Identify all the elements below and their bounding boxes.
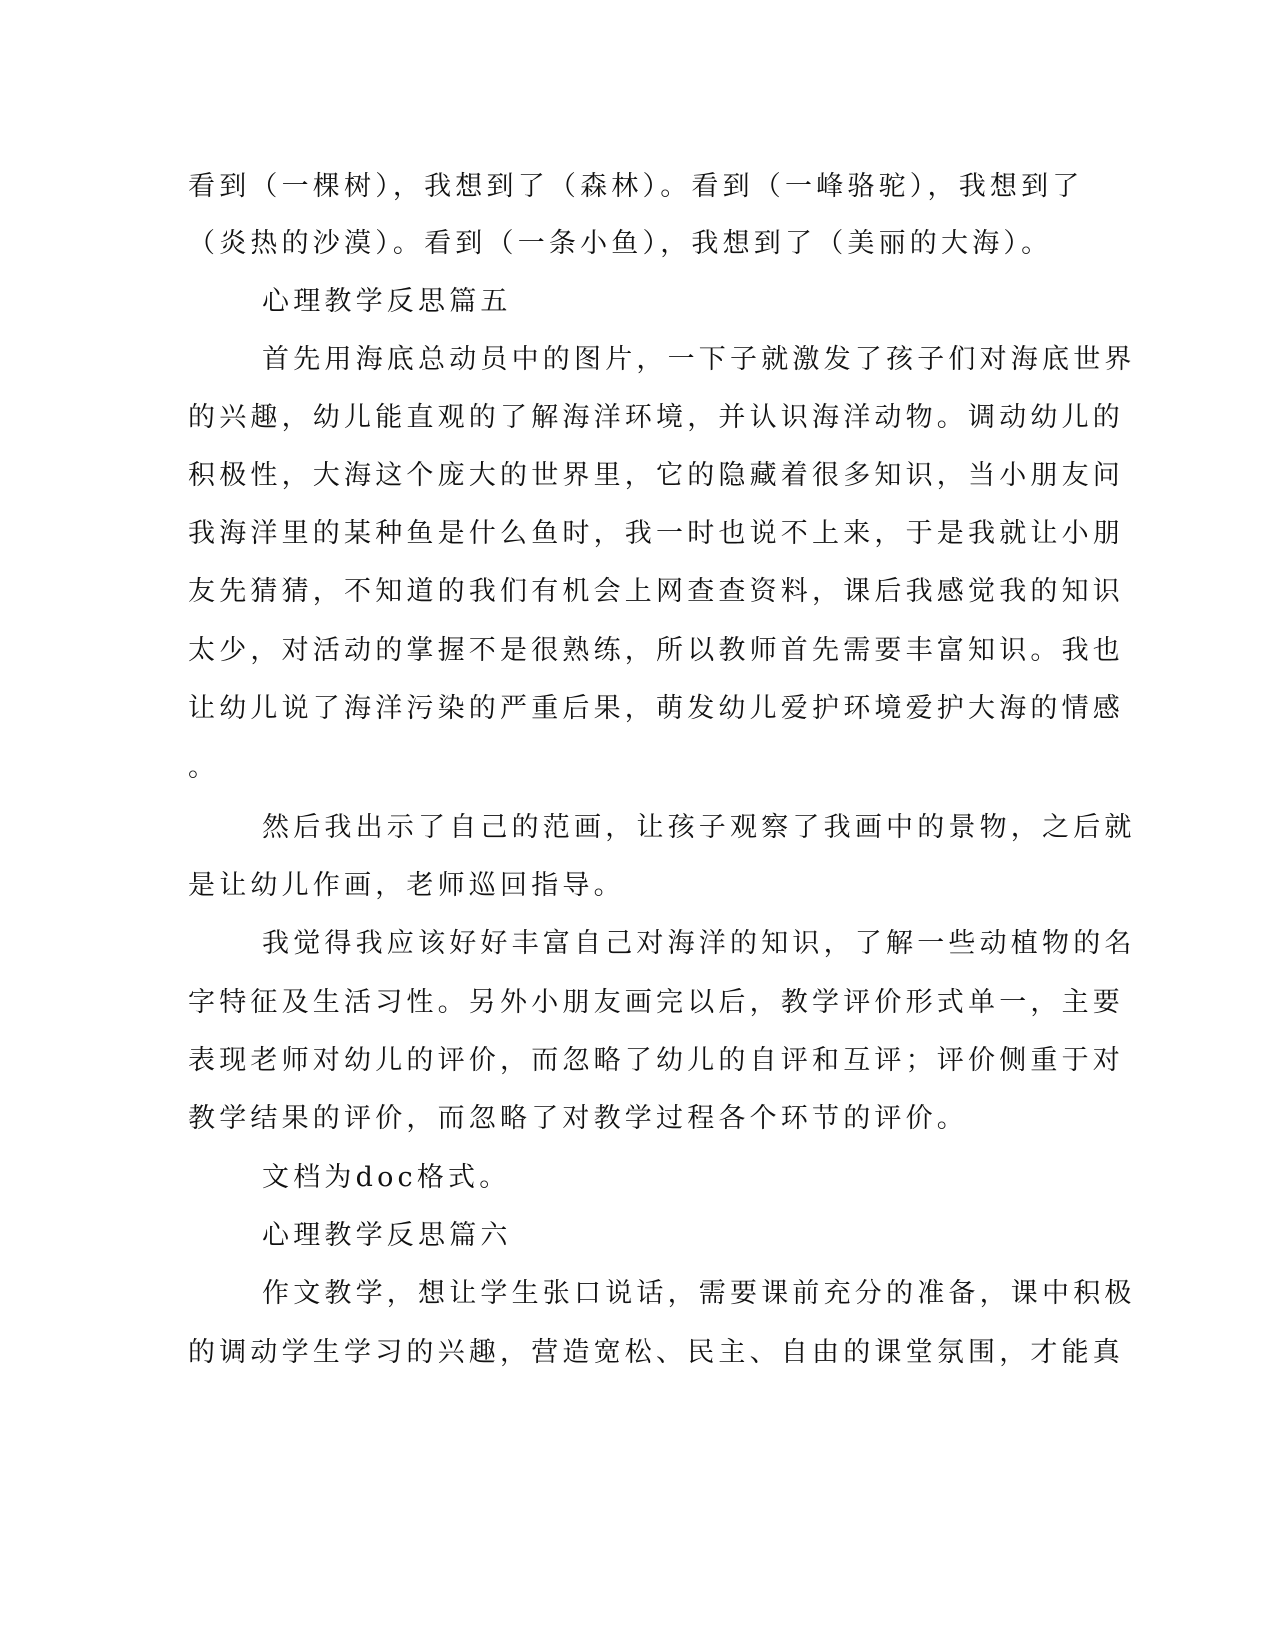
paragraph-3-line-2: 字特征及生活习性。另外小朋友画完以后，教学评价形式单一，主要 bbox=[188, 987, 1124, 1018]
paragraph-1-line-2: 的兴趣，幼儿能直观的了解海洋环境，并认识海洋动物。调动幼儿的 bbox=[188, 402, 1124, 433]
text-line-1: 看到（一棵树），我想到了（森林）。看到（一峰骆驼），我想到了 bbox=[188, 171, 1084, 202]
paragraph-1-line-4: 我海洋里的某种鱼是什么鱼时，我一时也说不上来，于是我就让小朋 bbox=[188, 518, 1124, 549]
section-heading-5: 心理教学反思篇五 bbox=[262, 286, 512, 317]
paragraph-3-line-3: 表现老师对幼儿的评价，而忽略了幼儿的自评和互评；评价侧重于对 bbox=[188, 1045, 1124, 1076]
paragraph-4-line-2: 的调动学生学习的兴趣，营造宽松、民主、自由的课堂氛围，才能真 bbox=[188, 1337, 1124, 1368]
paragraph-2-line-2: 是让幼儿作画，老师巡回指导。 bbox=[188, 870, 625, 901]
section-heading-6: 心理教学反思篇六 bbox=[262, 1220, 512, 1251]
paragraph-1-line-8: 。 bbox=[188, 752, 220, 783]
paragraph-2-line-1: 然后我出示了自己的范画，让孩子观察了我画中的景物，之后就 bbox=[262, 812, 1136, 843]
paragraph-3-line-1: 我觉得我应该好好丰富自己对海洋的知识，了解一些动植物的名 bbox=[262, 928, 1136, 959]
text-line-2: （炎热的沙漠）。看到（一条小鱼），我想到了（美丽的大海）。 bbox=[188, 228, 1053, 259]
paragraph-1-line-1: 首先用海底总动员中的图片，一下子就激发了孩子们对海底世界 bbox=[262, 344, 1136, 375]
paragraph-1-line-6: 太少，对活动的掌握不是很熟练，所以教师首先需要丰富知识。我也 bbox=[188, 635, 1124, 666]
paragraph-4-line-1: 作文教学，想让学生张口说话，需要课前充分的准备，课中积极 bbox=[262, 1278, 1136, 1309]
paragraph-1-line-7: 让幼儿说了海洋污染的严重后果，萌发幼儿爱护环境爱护大海的情感 bbox=[188, 693, 1124, 724]
paragraph-1-line-3: 积极性，大海这个庞大的世界里，它的隐藏着很多知识，当小朋友问 bbox=[188, 460, 1124, 491]
paragraph-1-line-5: 友先猜猜，不知道的我们有机会上网查查资料，课后我感觉我的知识 bbox=[188, 576, 1124, 607]
format-note: 文档为doc格式。 bbox=[262, 1162, 511, 1193]
paragraph-3-line-4: 教学结果的评价，而忽略了对教学过程各个环节的评价。 bbox=[188, 1103, 968, 1134]
